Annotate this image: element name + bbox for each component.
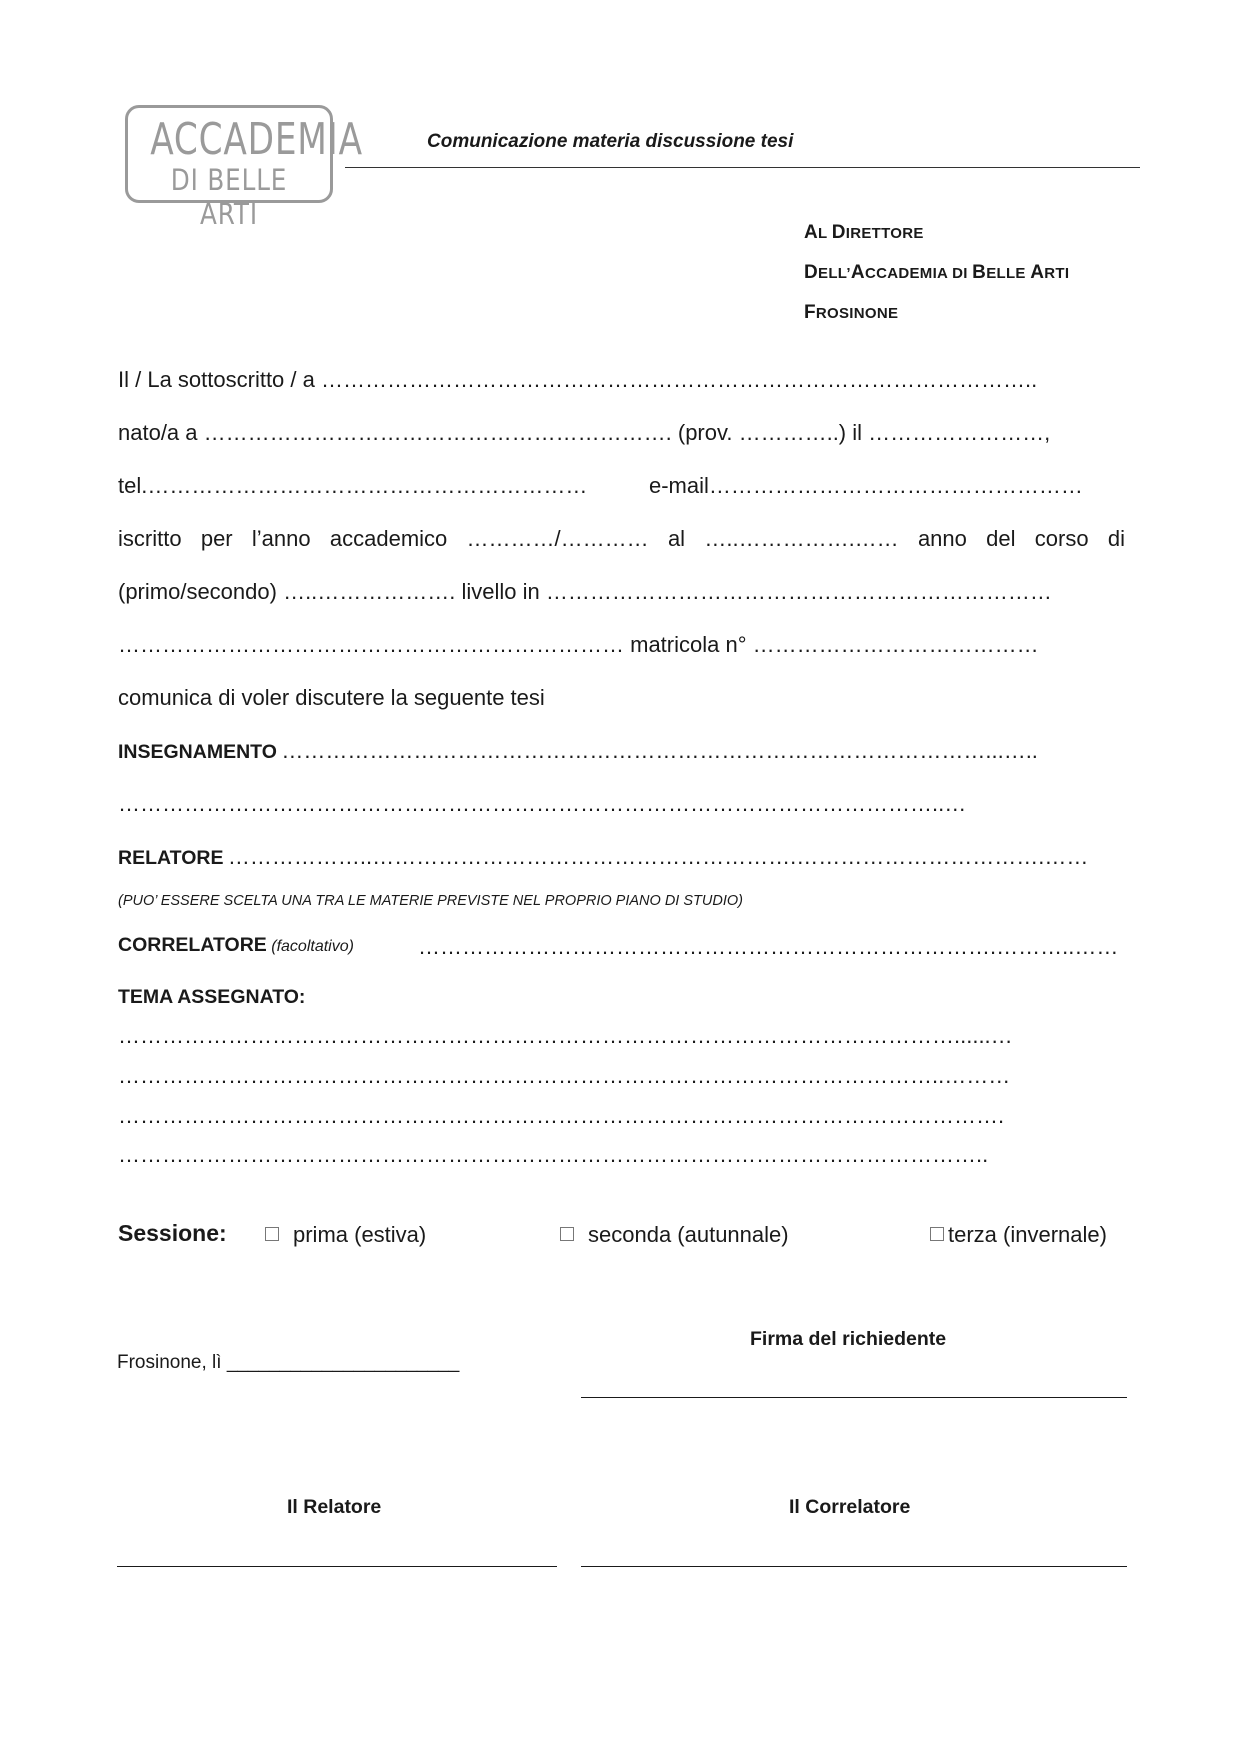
email-field[interactable] (649, 473, 1083, 499)
matricola-field[interactable]: …………………………………………………………… matricola n° ………………………………… (118, 632, 1039, 657)
place-blank: ______________________ (226, 1352, 460, 1373)
insegnamento-label: INSEGNAMENTO (118, 741, 277, 763)
corso-livello-field[interactable]: (primo/secondo) …..………………. livello in …………………………………………………………… (118, 579, 1052, 604)
tel-label: tel. (118, 473, 148, 498)
correlatore-field[interactable] (118, 934, 354, 957)
data-luogo-field[interactable] (117, 1352, 459, 1374)
place-label: Frosinone, lì (117, 1352, 222, 1373)
checkbox-prima[interactable] (265, 1227, 279, 1241)
sottoscritto-field[interactable] (118, 367, 1037, 393)
sessione-label: Sessione: (118, 1220, 227, 1246)
email-dots: …………………………………………… (708, 473, 1083, 498)
logo (125, 105, 363, 231)
header-divider (345, 167, 1140, 168)
sottoscritto-label: Il / La sottoscritto / a (118, 367, 315, 392)
tema-line-1[interactable]: ……………………………………………………………………………………………………......… (118, 1023, 1013, 1048)
correlatore-note: (facoltativo) (271, 938, 354, 955)
correlatore-signature-line[interactable] (581, 1566, 1127, 1567)
checkbox-seconda[interactable] (560, 1227, 574, 1241)
tel-dots: …………………………………………………… (147, 473, 588, 498)
document-title: Comunicazione materia discussione tesi (427, 131, 794, 152)
tema-label: TEMA ASSEGNATO: (118, 986, 306, 1008)
logo-line2: DI BELLE ARTI (170, 163, 288, 231)
correlatore-label: CORRELATORE (118, 934, 267, 956)
tema-line-2[interactable]: …………………………………………………………………………………………………..……… (118, 1063, 1011, 1088)
address-line-2: DELL’ACCADEMIA DI BELLE ARTI (804, 262, 1070, 283)
email-label: e-mail (649, 473, 709, 498)
logo-line1: ACCADEMIA (150, 114, 363, 165)
relatore-field[interactable] (118, 844, 1088, 870)
firma-richiedente-label: Firma del richiedente (750, 1328, 947, 1350)
address-line-3: FROSINONE (804, 302, 899, 323)
checkbox-terza[interactable] (930, 1227, 944, 1241)
correlatore-dots[interactable]: …………………………………………………………………….………..…… (418, 934, 1119, 959)
insegnamento-dots: ……………………………………………………………………………………...….. (281, 738, 1038, 763)
sessione-option-seconda-label: seconda (autunnale) (588, 1222, 789, 1247)
address-line-1: AL DIRETTORE (804, 222, 924, 243)
comunica-text: comunica di voler discutere la seguente tesi (118, 685, 545, 710)
sessione-option-seconda[interactable] (560, 1222, 789, 1248)
sessione-option-terza-label: terza (invernale) (948, 1222, 1107, 1247)
tema-line-3[interactable]: …………………………………………………………………………………………………………. (118, 1103, 1005, 1128)
nato-dots: ………………………………………………………. (prov. …………..) il ……………………, (203, 420, 1051, 445)
firma-richiedente-line[interactable] (581, 1397, 1127, 1398)
nato-label: nato/a a (118, 420, 198, 445)
relatore-signature-line[interactable] (117, 1566, 557, 1567)
relatore-signature-label: Il Relatore (287, 1496, 382, 1518)
correlatore-signature-label: Il Correlatore (789, 1496, 911, 1518)
sessione-option-prima[interactable] (265, 1222, 426, 1248)
sessione-option-prima-label: prima (estiva) (293, 1222, 427, 1247)
insegnamento-dots-line2[interactable]: …………………………………………………………………………………………………..… (118, 791, 967, 816)
iscrizione-field[interactable]: iscritto per l’anno accademico …………/………… al …..…………….…… anno del corso di (118, 526, 1125, 551)
relatore-note: (PUO’ ESSERE SCELTA UNA TRA LE MATERIE PREVISTE NEL PROPRIO PIANO DI STUDIO) (118, 893, 743, 909)
insegnamento-field[interactable] (118, 738, 1038, 764)
sottoscritto-dots: …………………………………………………………………………………….. (321, 367, 1038, 392)
tema-line-4[interactable]: ……………………………………………………………………………………………………….. (118, 1142, 989, 1167)
nascita-field[interactable] (118, 420, 1050, 446)
sessione-option-terza[interactable] (930, 1222, 1107, 1248)
relatore-dots: ………………..………………………………………………….…………………………….…… (227, 844, 1089, 869)
tel-field[interactable] (118, 473, 587, 499)
relatore-label: RELATORE (118, 847, 224, 869)
